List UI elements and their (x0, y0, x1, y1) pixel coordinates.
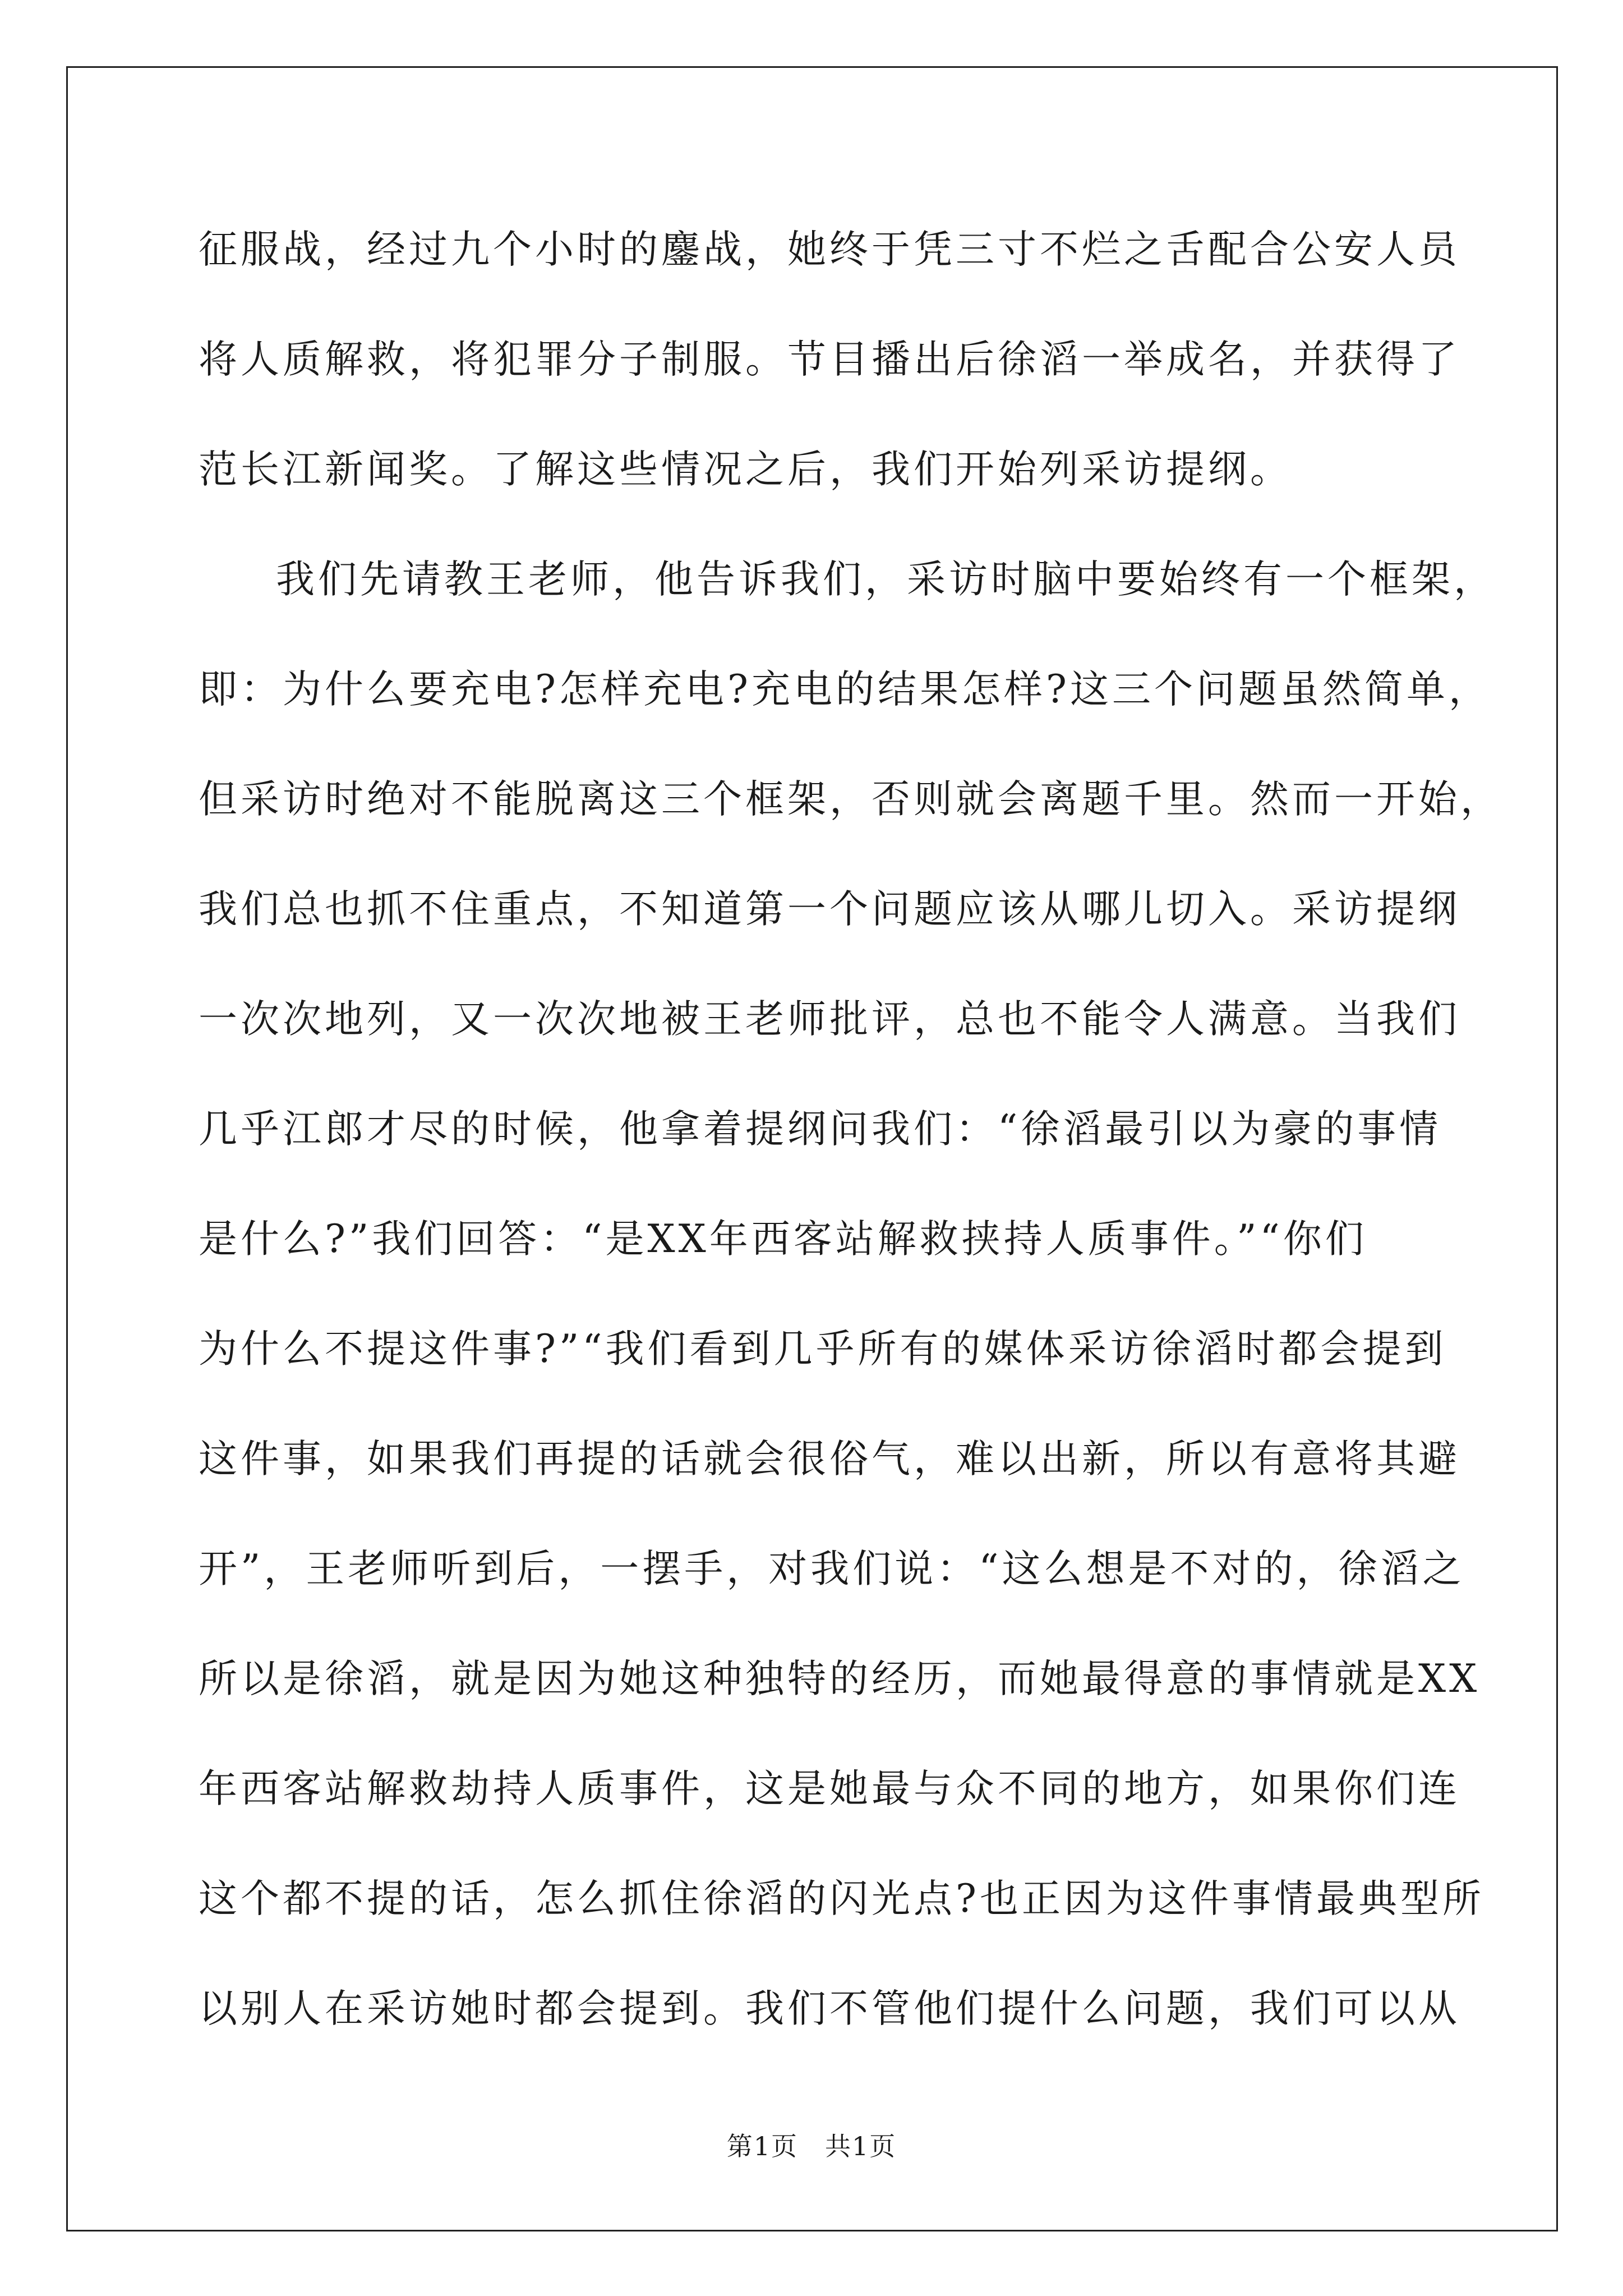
text-line: 是什么?”我们回答：“是XX年西客站解救挟持人质事件。”“你们 (199, 1217, 1367, 1262)
text-line: 年西客站解救劫持人质事件，这是她最与众不同的地方，如果你们连 (199, 1766, 1460, 1811)
text-line: 一次次地列，又一次次地被王老师批评，总也不能令人满意。当我们 (199, 997, 1460, 1042)
text-line: 范长江新闻奖。了解这些情况之后，我们开始列采访提纲。 (199, 447, 1292, 492)
text-line: 这件事，如果我们再提的话就会很俗气，难以出新，所以有意将其避 (199, 1437, 1460, 1481)
text-line: 但采访时绝对不能脱离这三个框架，否则就会离题千里。然而一开始， (199, 777, 1502, 822)
text-line: 开”，王老师听到后，一摆手，对我们说：“这么想是不对的，徐滔之 (199, 1547, 1465, 1591)
text-line: 即：为什么要充电?怎样充电?充电的结果怎样?这三个问题虽然简单， (199, 667, 1491, 712)
text-line: 将人质解救，将犯罪分子制服。节目播出后徐滔一举成名，并获得了 (199, 337, 1460, 382)
text-line: 以别人在采访她时都会提到。我们不管他们提什么问题，我们可以从 (199, 1986, 1460, 2031)
text-line: 征服战，经过九个小时的鏖战，她终于凭三寸不烂之舌配合公安人员 (199, 227, 1460, 272)
text-line: 这个都不提的话，怎么抓住徐滔的闪光点?也正因为这件事情最典型所 (199, 1876, 1484, 1921)
text-line: 我们总也抓不住重点，不知道第一个问题应该从哪儿切入。采访提纲 (199, 887, 1460, 932)
paragraph-first-line: 我们先请教王老师，他告诉我们，采访时脑中要始终有一个框架， (276, 557, 1496, 602)
text-line: 为什么不提这件事?”“我们看到几乎所有的媒体采访徐滔时都会提到 (199, 1327, 1447, 1372)
text-line: 所以是徐滔，就是因为她这种独特的经历，而她最得意的事情就是XX (199, 1657, 1481, 1701)
page-number: 第1页 共1页 (726, 2131, 897, 2161)
text-line: 几乎江郎才尽的时候，他拿着提纲问我们：“徐滔最引以为豪的事情 (199, 1107, 1442, 1152)
